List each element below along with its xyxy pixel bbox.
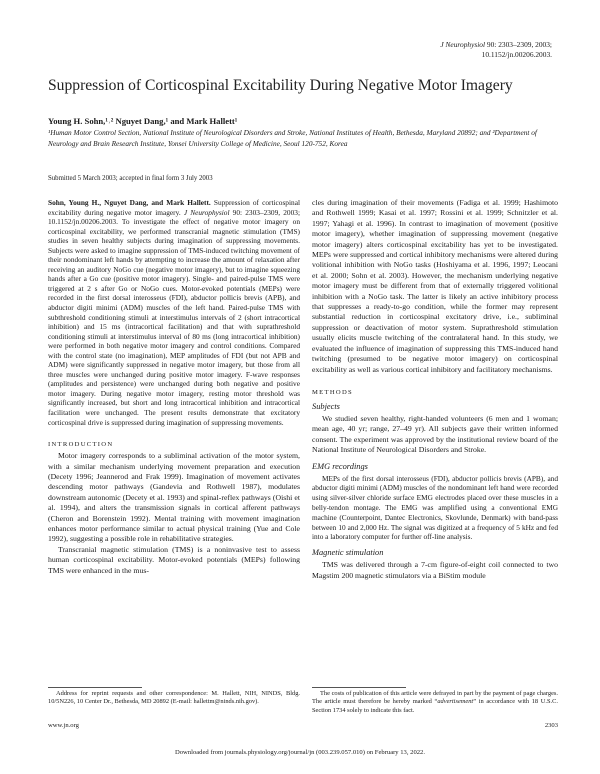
page-number: 2303	[544, 722, 558, 729]
advertisement-term: advertisement	[437, 698, 474, 706]
download-note: Downloaded from journals.physiology.org/journal/jn (003.239.057.010) on February 13, 2022.	[175, 749, 425, 756]
page-charges-text-a: The costs of publication of this article were defrayed in part by the payment of page charges. The article must therefore be hereby marked “	[312, 690, 558, 706]
abstract-authors: Sohn, Young H., Nguyet Dang, and Mark Hallett.	[48, 198, 211, 207]
journal-citation	[292, 40, 552, 60]
correspondence-footnote	[48, 690, 300, 707]
introduction-paragraph-3: cles during imagination of their movements (Fadiga et al. 1999; Hashimoto and Rothwell 1999; Kasai et al. 1997; Rossini et al. 1999; Schnitzler et al. 1997; Yahagi et al. 1996). In contrast to imagination of movement (positive motor imagery), whether imagination of suppressing movement (negative motor imagery) alters corticospinal excitability has yet to be investigated. MEPs were suppressed and cortical inhibitory mechanisms were altered during volitional inhibition with NoGo tasks (Hoshiyama et al. 1996, 1997; Leocani et al. 2000; Sohn et al. 2003). However, the mechanism underlying negative motor imagery must be different from that of externally triggered volitional inhibition with a NoGo task. The latter is likely an active inhibitory process that suppresses a ready-to-go condition, while the former may represent substantial reduction in corticospinal excitatory drive, i.e., subliminal suppression or deactivation of motor system. Suprathreshold stimulation usually elicits muscle twitching of the contralateral hand. In this study, we evaluated the influence of imagination of suppressing this TMS-induced hand twitching (presumed to be negative motor imagery) on corticospinal excitability as well as various cortical inhibitory and facilitatory mechanisms.	[312, 198, 558, 374]
introduction-heading: INTRODUCTION	[48, 441, 114, 449]
journal-name: J Neurophysiol	[440, 40, 486, 49]
affiliations: ¹Human Motor Control Section, National Institute of Neurological Disorders and Stroke, National Institutes of Health, Bethesda, Maryland 20892; and ²Department of Neurology and Brain Research Institute, Yonsei University College of Medicine, Seoul 120-752, Korea	[48, 128, 537, 148]
introduction-paragraph-2: Transcranial magnetic stimulation (TMS) is a noninvasive test to assess human corticospinal excitability. Motor-evoked potentials (MEPs) following TMS were enhanced in the mus-	[48, 544, 300, 575]
subjects-paragraph: We studied seven healthy, right-handed volunteers (6 men and 1 woman; mean age, 40 yr; range, 27–49 yr). All subjects gave their written informed consent. The experiment was approved by the institutional review board of the National Institute of Neurological Disorders and Stroke.	[312, 413, 558, 455]
methods-heading: METHODS	[312, 388, 353, 396]
submission-dates: Submitted 5 March 2003; accepted in final form 3 July 2003	[48, 175, 213, 182]
introduction-paragraph-1: Motor imagery corresponds to a subliminal activation of the motor system, with a similar mechanism underlying movement preparation and execution (Decety 1996; Jeannerod and Frak 1999). Imagination of movement activates descending motor pathways (Gandevia and Rothwell 1987), modulates downstream autonomic (Decety et al. 1993) and spinal-reflex pathways (Oishi et al. 1994), and alters the transmission signals in cortical afferent pathways (Cheron and Borenstein 1992). Mental training with movement imagination enhances motor performance similar to actual physical training (Yue and Cole 1992), suggesting a possible role in rehabilitative strategies.	[48, 451, 300, 544]
magnetic-stimulation-heading: Magnetic stimulation	[312, 548, 384, 558]
correspondence-text: Address for reprint requests and other correspondence: M. Hallett, NIH, NINDS, Bldg. 10/5N226, 10 Center Dr., Bethesda, MD 20892 (E-mail: hallettm@ninds.nih.gov).	[48, 690, 300, 706]
subjects-heading: Subjects	[312, 401, 340, 411]
author-list: Young H. Sohn,¹˒² Nguyet Dang,¹ and Mark Hallett¹	[48, 116, 238, 126]
abstract-journal: J Neurophysiol	[183, 207, 230, 217]
doi: 10.1152/jn.00206.2003.	[481, 50, 552, 59]
page-charges-footnote	[312, 690, 558, 715]
emg-paragraph: MEPs of the first dorsal interosseus (FDI), abductor pollicis brevis (APB), and abductor digiti minimi (ADM) muscles of the nondominant left hand were recorded using silver-silver chloride surface EMG electrodes placed over these muscles in a belly-tendon montage. The EMG was amplified using a conventional EMG machine (Counterpoint, Dantec Electronics, Skovlunde, Denmark) with band-pass between 10 and 2,000 Hz. The signal was digitized at a frequency of 5 kHz and fed into a laboratory computer for further off-line analysis.	[312, 473, 558, 542]
abstract-text: 90: 2303–2309, 2003; 10.1152/jn.00206.2003. To investigate the effect of negative motor imagery on corticospinal excitability, we performed transcranial magnetic stimulation (TMS) studies in seven healthy subjects during imagination of suppressing movements. Subjects were asked to imagine suppression of TMS-induced twitching movement of their nondominant left hands by attempting to increase the amount of relaxation after receiving an auditory NoGo cue (negative motor imagery), but to imagine squeezing hands after a Go cue (positive motor imagery). Single- and paired-pulse TMS were triggered at 2 s after Go or NoGo cues. Motor-evoked potentials (MEPs) were recorded in the first dorsal interosseus (FDI), abductor pollicis brevis (APB), and abductor digiti minimi (ADM) muscles of the left hand. Paired-pulse TMS with subthreshold conditioning stimuli at interstimulus intervals of 2 (short intracortical inhibition) and 15 ms (intracortical facilitation) and that with suprathreshold conditioning stimuli at interstimulus interval of 80 ms (long intracortical inhibition) were performed in both negative motor imagery and control conditions. Compared with the control state (no imagination), MEP amplitudes of FDI (but not APB and ADM) were significantly suppressed in negative motor imagery, but those from all three muscles were unchanged during positive motor imagery. F-wave responses (amplitudes and persistence) were unchanged during both negative and positive motor imagery. During negative motor imagery, resting motor threshold was significantly increased, but short and long intracortical inhibition and intracortical facilitation were unchanged. The present results demonstrate that excitatory corticospinal drive is suppressed during imagination of suppressing movements.	[48, 207, 300, 427]
footnote-divider-right	[312, 687, 406, 688]
volume-pages: 90: 2303–2309, 2003;	[485, 40, 552, 49]
page-charges-text-b: ” in accordance with 18 U.S.C. Section 1734 solely to indicate this fact.	[312, 698, 558, 714]
article-title: Suppression of Corticospinal Excitability During Negative Motor Imagery	[48, 77, 513, 94]
emg-heading: EMG recordings	[312, 461, 368, 471]
abstract	[48, 198, 300, 427]
right-column	[312, 198, 558, 581]
left-column	[48, 198, 300, 576]
magnetic-stimulation-paragraph: TMS was delivered through a 7-cm figure-of-eight coil connected to two Magstim 200 magnetic stimulators via a BiStim module	[312, 560, 558, 580]
journal-url: www.jn.org	[48, 722, 79, 729]
abstract-title-ref: Suppression of corticospinal excitability during negative motor imagery.	[48, 198, 300, 217]
footnote-divider-left	[48, 687, 142, 688]
